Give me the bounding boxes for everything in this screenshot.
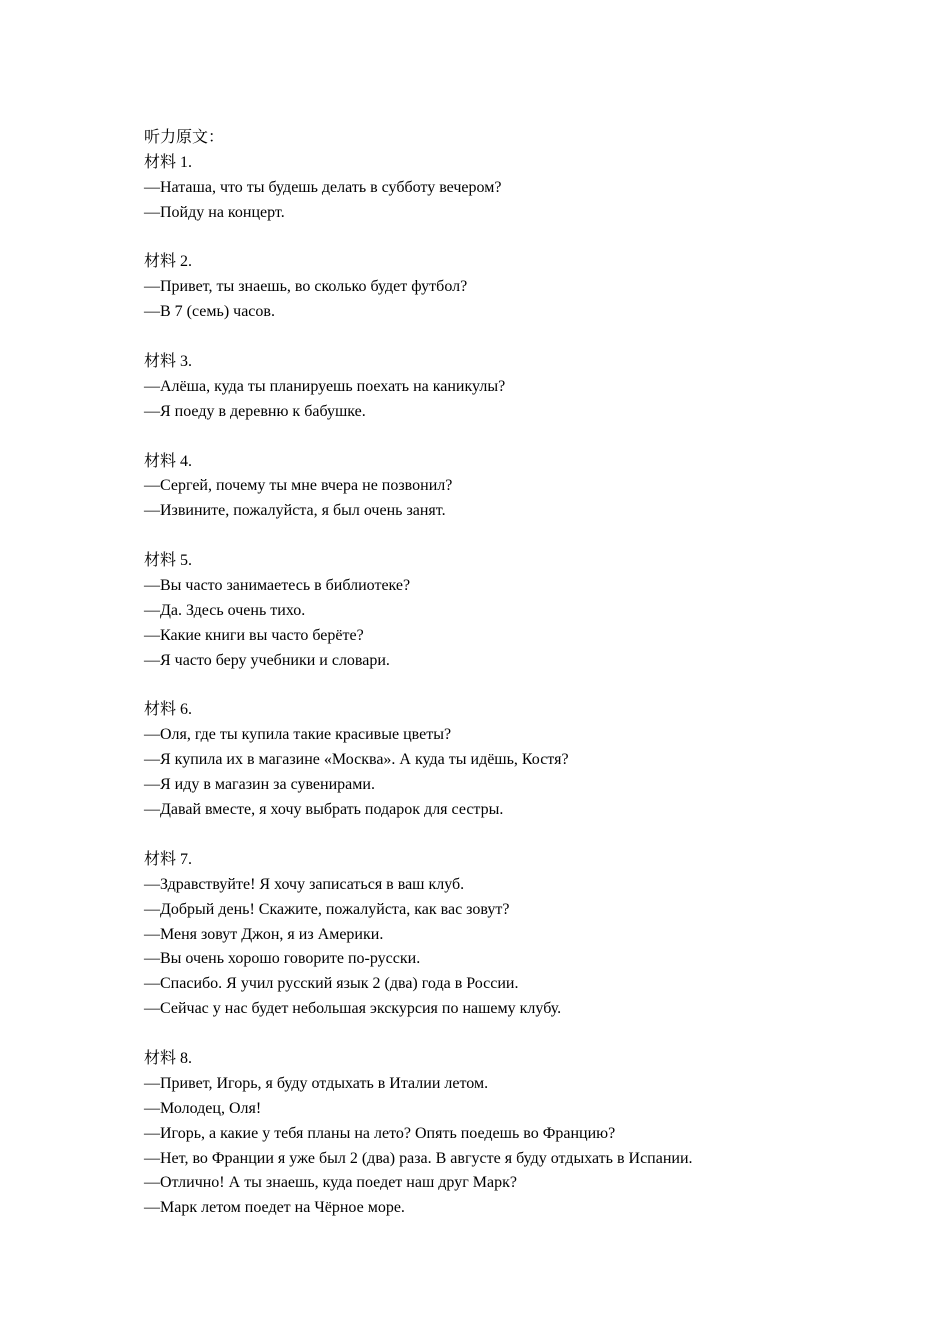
dialogue-line: —Сейчас у нас будет небольшая экскурсия по нашему клубу. (144, 1000, 562, 1018)
dialogue-line: —Марк летом поедет на Чёрное море. (144, 1199, 405, 1217)
spacer (144, 425, 844, 450)
dialogue-line: —Я часто беру учебники и словари. (144, 651, 390, 669)
dialogue-line: —Я купила их в магазине «Москва». А куда ты идёшь, Костя? (144, 751, 569, 769)
dialogue-line: —Да. Здесь очень тихо. (144, 601, 306, 619)
dialogue-line: —Привет, ты знаешь, во сколько будет футбол? (144, 278, 468, 296)
dialogue-line: —Наташа, что ты будешь делать в субботу вечером? (144, 178, 502, 196)
section-label: 材料 3. (144, 353, 193, 371)
document-page (144, 126, 844, 1221)
dialogue-line: —Я поеду в деревню к бабушке. (144, 402, 366, 420)
dialogue-line: —Здравствуйте! Я хочу записаться в ваш клуб. (144, 875, 465, 893)
section-label: 材料 1. (144, 153, 193, 171)
section-1 (144, 151, 844, 226)
section-6 (144, 698, 844, 822)
dialogue-line: —Сергей, почему ты мне вчера не позвонил? (144, 477, 453, 495)
spacer (144, 1022, 844, 1047)
dialogue-line: —Игорь, а какие у тебя планы на лето? Опять поедешь во Францию? (144, 1124, 616, 1142)
dialogue-line: —Нет, во Франции я уже был 2 (два) раза. В августе я буду отдыхать в Испании. (144, 1149, 693, 1167)
spacer (144, 823, 844, 848)
dialogue-line: —Отлично! А ты знаешь, куда поедет наш друг Марк? (144, 1174, 517, 1192)
dialogue-line: —Пойду на концерт. (144, 203, 285, 221)
dialogue-line: —Алёша, куда ты планируешь поехать на каникулы? (144, 377, 506, 395)
section-label: 材料 8. (144, 1049, 193, 1067)
dialogue-line: —Привет, Игорь, я буду отдыхать в Италии летом. (144, 1074, 489, 1092)
spacer (144, 325, 844, 350)
section-2 (144, 250, 844, 325)
dialogue-line: —Я иду в магазин за сувенирами. (144, 776, 375, 794)
dialogue-line: —Оля, где ты купила такие красивые цветы? (144, 726, 452, 744)
section-label: 材料 6. (144, 701, 193, 719)
dialogue-line: —Молодец, Оля! (144, 1099, 262, 1117)
spacer (144, 524, 844, 549)
dialogue-line: —В 7 (семь) часов. (144, 303, 275, 321)
spacer (144, 226, 844, 251)
dialogue-line: —Извините, пожалуйста, я был очень занят. (144, 502, 446, 520)
dialogue-line: —Меня зовут Джон, я из Америки. (144, 925, 384, 943)
dialogue-line: —Вы очень хорошо говорите по-русски. (144, 950, 421, 968)
spacer (144, 674, 844, 699)
dialogue-line: —Какие книги вы часто берёте? (144, 626, 364, 644)
dialogue-line: —Спасибо. Я учил русский язык 2 (два) года в России. (144, 975, 519, 993)
section-label: 材料 5. (144, 552, 193, 570)
section-label: 材料 4. (144, 452, 193, 470)
dialogue-line: —Давай вместе, я хочу выбрать подарок для сестры. (144, 801, 504, 819)
section-3 (144, 350, 844, 425)
section-5 (144, 549, 844, 673)
dialogue-line: —Вы часто занимаетесь в библиотеке? (144, 577, 411, 595)
section-label: 材料 2. (144, 253, 193, 271)
dialogue-line: —Добрый день! Скажите, пожалуйста, как вас зовут? (144, 900, 510, 918)
section-label: 材料 7. (144, 850, 193, 868)
document-heading: 听力原文： (144, 129, 225, 146)
section-4 (144, 450, 844, 525)
section-8 (144, 1047, 844, 1221)
section-7 (144, 848, 844, 1022)
